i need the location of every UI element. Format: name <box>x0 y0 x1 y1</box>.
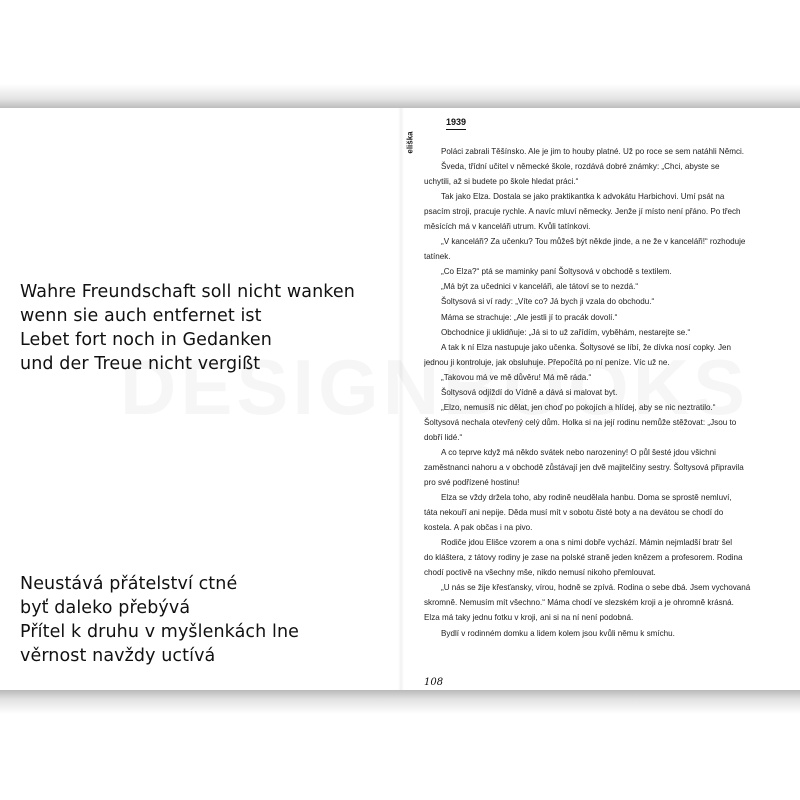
body-line: psacím stroji, pracuje rychle. A navíc mluví německy. Jenže jí místo není přáno. Po třech <box>424 207 741 217</box>
body-line: měsících má v kanceláři utrum. Kvůli tatínkovi. <box>424 222 591 232</box>
body-line: chodí poctivě na všechny mše, nikdo nemusí nikoho přemlouvat. <box>424 568 656 578</box>
poem-czech-line: Neustává přátelství ctné <box>20 574 238 594</box>
page-number: 108 <box>424 677 444 688</box>
body-line: Elza má taky jednu fotku v kroji, ani si na ní není podobná. <box>424 613 634 623</box>
body-line: „U nás se žije křesťansky, vírou, hodně se zpívá. Rodina o sebe dbá. Jsem vychovaná <box>441 583 751 593</box>
body-line: do kláštera, z tátovy rodiny je zase na polské straně jeden knězem a profesorem. Rodina <box>424 553 743 563</box>
body-line: Šoltysová si ví rady: „Víte co? Já bych ji vzala do obchodu.“ <box>441 297 655 307</box>
body-line: Šoltysová nechala otevřený celý dům. Holka si na její rodinu nemůže stěžovat: „Jsou to <box>424 417 737 427</box>
body-line: A co teprve když má někdo svátek nebo narozeniny! O půl šesté jdou všichni <box>441 447 716 457</box>
body-line: Šveda, třídní učitel v německé škole, rozdává dobré známky: „Chci, abyste se <box>441 162 720 172</box>
poem-german-line: und der Treue nicht vergißt <box>20 354 261 374</box>
poem-german <box>20 280 355 376</box>
body-line: A tak k ní Elza nastupuje jako učenka. Šoltysové se líbí, že dívka nosí copky. Jen <box>441 342 732 352</box>
body-line: Bydlí v rodinném domku a lidem kolem jsou kvůli němu k smíchu. <box>441 628 675 638</box>
body-line: Elza se vždy držela toho, aby rodině neudělala hanbu. Doma se sprostě nemluví, <box>441 493 732 503</box>
body-line: Tak jako Elza. Dostala se jako praktikantka k advokátu Harbichovi. Umí psát na <box>441 192 725 202</box>
body-line: dobří lidé.“ <box>424 432 463 442</box>
bottom-shadow <box>0 690 800 800</box>
body-line: Obchodnice ji uklidňuje: „Já si to už zařídím, vyběhám, nestarejte se.“ <box>441 327 691 337</box>
body-line: „Co Elza?“ ptá se maminky paní Šoltysová v obchodě s textilem. <box>441 267 672 277</box>
body-line: kostela. A pak občas i na pivo. <box>424 523 533 533</box>
poem-czech <box>20 572 299 668</box>
body-line: zaměstnanci nahoru a v obchodě zůstávají jen dvě majitelčiny sestry. Šoltysová připravila <box>424 462 744 472</box>
body-line: Máma se strachuje: „Ale jestli jí to pracák dovolí.“ <box>441 312 618 322</box>
body-line: táta nekouří ani nepije. Děda musí mít v sobotu čisté boty a na devátou se chodí do <box>424 508 724 518</box>
body-line: pro své podřízené hostinu! <box>424 478 520 488</box>
poem-czech-line: Přítel k druhu v myšlenkách lne <box>20 622 299 642</box>
body-line: Šoltysová odjíždí do Vídně a dává si malovat byt. <box>441 387 618 397</box>
top-shadow <box>0 0 800 108</box>
body-line: „V kanceláři? Za učenku? Tou můžeš být někde jinde, a ne že v kanceláři!“ rozhoduje <box>441 237 746 247</box>
body-line: skromně. Nemusím mít všechno.“ Máma chodí ve slezském kroji a je ohromně krásná. <box>424 598 734 608</box>
body-line: jednou ji kontroluje, jak obsluhuje. Přepočítá po ní peníze. Víc už ne. <box>424 357 670 367</box>
poem-german-line: wenn sie auch entfernet ist <box>20 306 262 326</box>
poem-german-line: Lebet fort noch in Gedanken <box>20 330 272 350</box>
body-line: uchytili, až si budete po škole hledat práci.“ <box>424 177 579 187</box>
body-line: „Takovou má ve mě důvěru! Má mě ráda.“ <box>441 372 592 382</box>
poem-czech-line: byť daleko přebývá <box>20 598 191 618</box>
book-spine <box>398 108 404 690</box>
body-line: „Elzo, nemusíš nic dělat, jen choď po pokojích a hlídej, aby se nic neztratilo.“ <box>441 402 716 412</box>
poem-german-line: Wahre Freundschaft soll nicht wanken <box>20 282 355 302</box>
body-line: „Má být za učednici v kanceláři, ale tátoví se to nezdá.“ <box>441 282 639 292</box>
body-line: tatínek. <box>424 252 451 262</box>
chapter-year: 1939 <box>446 117 466 130</box>
body-line: Rodiče jdou Elišce vzorem a ona s nimi dobře vychází. Mámin nejmladší bratr šel <box>441 538 733 548</box>
body-text <box>424 144 772 641</box>
body-line: Poláci zabrali Těšínsko. Ale je jim to houby platné. Už po roce se sem natáhli Němci. <box>441 147 745 156</box>
running-head: eliška <box>405 131 415 154</box>
poem-czech-line: věrnost navždy uctívá <box>20 646 216 666</box>
